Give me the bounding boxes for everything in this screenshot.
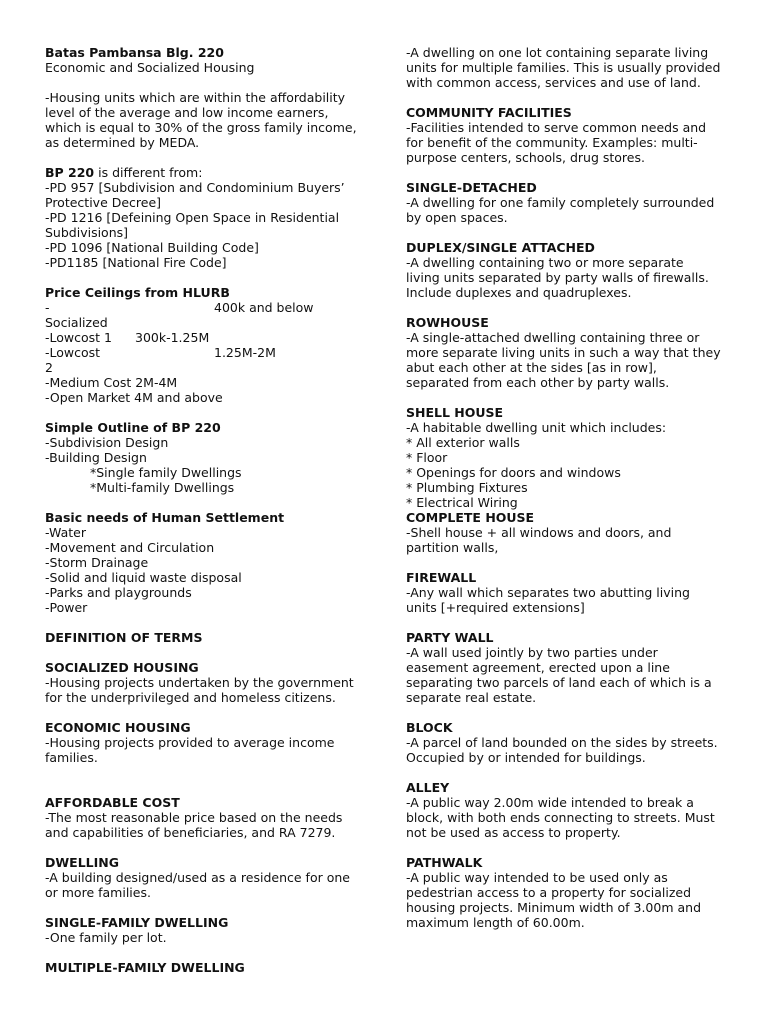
right-column: -A dwelling on one lot containing separate living units for multiple families. This is usually provided with common access, services and use of land. COMMUNITY FACILITIES -Facilities intended to serve common needs and for benefit of the community. Examples: multi- purpose centers, schools, drug stores. SINGLE-DETACHED -A dwelling for one family completely surrounded by open spaces. DUPLEX/SINGLE ATTACHED -A dwelling containing two or more separate living units separated by party walls of firewalls. Include duplexes and quadruplexes. ROWHOUSE -A single-attached dwelling containing three or more separate living units in such a way that they abut each other at the sides [as in row], separated from each other by party walls. SHELL HOUSE -A habitable dwelling unit which includes: * All exterior walls * Floor * Openings for doors and windows * Plumbing Fixtures * Electrical Wiring COMPLETE HOUSE -Shell house + all windows and doors, and partition walls, FIREWALL -Any wall which separates two abutting living units [+required extensions] PARTY WALL -A wall used jointly by two parties under easement agreement, erected upon a line separating two parcels of land each of which is a separate real estate. BLOCK -A parcel of land bounded on the sides by streets. Occupied by or intended for buildings. ALLEY -A public way 2.00m wide intended to break a block, with both ends connecting to streets. Must not be used as access to property. PATHWALK -A public way intended to be used only as pedestrian access to a property for socialized housing projects. Minimum width of 3.00m and maximum length of 60.00m. <box>406 45 721 930</box>
basic-needs-heading: Basic needs of Human Settlement <box>45 510 285 525</box>
community-facilities-heading: COMMUNITY FACILITIES <box>406 105 572 120</box>
definitions-heading: DEFINITION OF TERMS <box>45 630 203 645</box>
price-row: -Open Market 4M and above <box>45 390 223 405</box>
price-ceilings-heading: Price Ceilings from HLURB <box>45 285 230 300</box>
left-column: Batas Pambansa Blg. 220 Economic and Socialized Housing -Housing units which are within the affordability level of the average and low income earners, which is equal to 30% of the gross family income, as determined by MEDA. BP 220 is different from: -PD 957 [Subdivision and Condominium Buyers’ Protective Decree] -PD 1216 [Defeining Open Space in Residential Subdivisions] -PD 1096 [National Building Code] -PD1185 [National Fire Code] Price Ceilings from HLURB -Socialized 400k and below -Lowcost 1 300k-1.25M -Lowcost 2 1.25M-2M -Medium Cost 2M-4M -Open Market 4M and above Simple Outline of BP 220 -Subdivision Design -Building Design *Single family Dwellings *Multi-family Dwellings Basic needs of Human Settlement -Water -Movement and Circulation -Storm Drainage -Solid and liquid waste disposal -Parks and playgrounds -Power DEFINITION OF TERMS SOCIALIZED HOUSING -Housing projects undertaken by the government for the underprivileged and homeless citizens. ECONOMIC HOUSING -Housing projects provided to average income families. AFFORDABLE COST -The most reasonable price based on the needs and capabilities of beneficiaries, and RA 7279. DWELLING -A building designed/used as a residence for one or more families. SINGLE-FAMILY DWELLING -One family per lot. MULTIPLE-FAMILY DWELLING <box>45 45 363 975</box>
alley-heading: ALLEY <box>406 780 450 795</box>
price-row: -Socialized 400k and below <box>45 300 314 330</box>
socialized-housing-heading: SOCIALIZED HOUSING <box>45 660 199 675</box>
rowhouse-heading: ROWHOUSE <box>406 315 489 330</box>
intro-paragraph: -Housing units which are within the affordability level of the average and low income earners, which is equal to 30% of the gross family income, as determined by MEDA. <box>45 90 357 150</box>
complete-house-heading: COMPLETE HOUSE <box>406 510 535 525</box>
party-wall-heading: PARTY WALL <box>406 630 494 645</box>
dwelling-heading: DWELLING <box>45 855 120 870</box>
pathwalk-heading: PATHWALK <box>406 855 483 870</box>
multiple-family-heading: MULTIPLE-FAMILY DWELLING <box>45 960 245 975</box>
price-row: -Lowcost 1 300k-1.25M <box>45 330 210 345</box>
bp-different-line: BP 220 is different from: <box>45 165 203 180</box>
price-list <box>45 300 363 405</box>
price-row: -Lowcost 2 1.25M-2M <box>45 345 276 375</box>
document-subtitle: Economic and Socialized Housing <box>45 60 255 75</box>
firewall-heading: FIREWALL <box>406 570 477 585</box>
shell-house-heading: SHELL HOUSE <box>406 405 504 420</box>
needs-list: -Water -Movement and Circulation -Storm Drainage -Solid and liquid waste disposal -Parks and playgrounds -Power <box>45 525 242 615</box>
economic-housing-heading: ECONOMIC HOUSING <box>45 720 191 735</box>
document-title: Batas Pambansa Blg. 220 <box>45 45 224 60</box>
single-family-heading: SINGLE-FAMILY DWELLING <box>45 915 229 930</box>
outline-heading: Simple Outline of BP 220 <box>45 420 221 435</box>
block-heading: BLOCK <box>406 720 453 735</box>
single-detached-heading: SINGLE-DETACHED <box>406 180 537 195</box>
multiple-family-text: -A dwelling on one lot containing separate living units for multiple families. This is usually provided with common access, services and use of land. <box>406 45 721 90</box>
duplex-heading: DUPLEX/SINGLE ATTACHED <box>406 240 595 255</box>
pd-list: -PD 957 [Subdivision and Condominium Buyers’ Protective Decree] -PD 1216 [Defeining Open Space in Residential Subdivisions] -PD 1096 [National Building Code] -PD1185 [National Fire Code] <box>45 180 345 270</box>
affordable-cost-heading: AFFORDABLE COST <box>45 795 180 810</box>
price-row: -Medium Cost 2M-4M <box>45 375 178 390</box>
